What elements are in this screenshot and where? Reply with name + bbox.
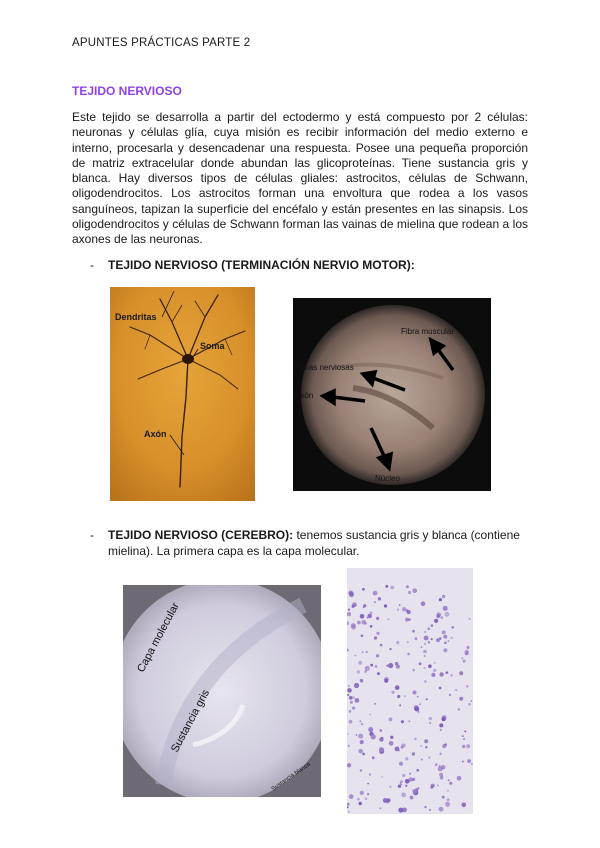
label-axon-2: Axón	[295, 391, 314, 400]
bullet-text-cerebro	[108, 528, 528, 559]
cerebro-low-mag-micrograph	[123, 585, 321, 797]
bullet-heading-motor: TEJIDO NERVIOSO (TERMINACIÓN NERVIO MOTOR):	[108, 258, 415, 272]
label-nucleo: Núcleo	[375, 474, 400, 483]
label-dendritas: Dendritas	[115, 312, 157, 322]
cerebro-high-mag-micrograph	[347, 568, 473, 814]
section-title: TEJIDO NERVIOSO	[72, 84, 182, 98]
intro-paragraph: Este tejido se desarrolla a partir del ectodermo y está compuesto por 2 células: neuronas y células glía, cuya misión es recibir información del medio externo e interno, procesarla y desencadenar una respuesta. Posee una pequeña proporción de matriz extracelular donde abundan las glicoproteínas. Tiene sustancia gris y blanca. Hay diversos tipos de células gliales: astrocitos, células de Schwann, oligodendrocitos. Los astrocitos forman una envoltura que rodea a los vasos sanguíneos, tapizan la superficie del encéfalo y están presentes en las sinapsis. Los oligodendrocitos y células de Schwann forman las vainas de mielina que rodean a los axones de las neuronas.	[72, 110, 528, 247]
bullet-heading-cerebro: TEJIDO NERVIOSO (CEREBRO):	[108, 528, 294, 542]
bullet-dash: -	[90, 258, 94, 272]
label-fibra-muscular: Fibra muscular	[401, 327, 454, 336]
label-sustancia-gris: Sustancia gris	[169, 687, 213, 755]
bullet-body-cerebro: tenemos sustancia gris y blanca (contiene mielina). La primera capa es la capa molecular.	[108, 528, 520, 558]
microscope-micrograph	[293, 298, 491, 491]
label-axon: Axón	[144, 429, 167, 439]
label-fibras-nerviosas: Fibras nerviosas	[295, 363, 354, 372]
label-soma: Soma	[200, 341, 225, 351]
page-header: APUNTES PRÁCTICAS PARTE 2	[72, 37, 251, 49]
label-capa-molecular: Capa molecular	[135, 600, 182, 675]
label-sustancia-blanca: Sustancia blanca	[270, 761, 312, 793]
bullet-dash: -	[90, 528, 94, 542]
neuron-micrograph	[110, 287, 255, 501]
